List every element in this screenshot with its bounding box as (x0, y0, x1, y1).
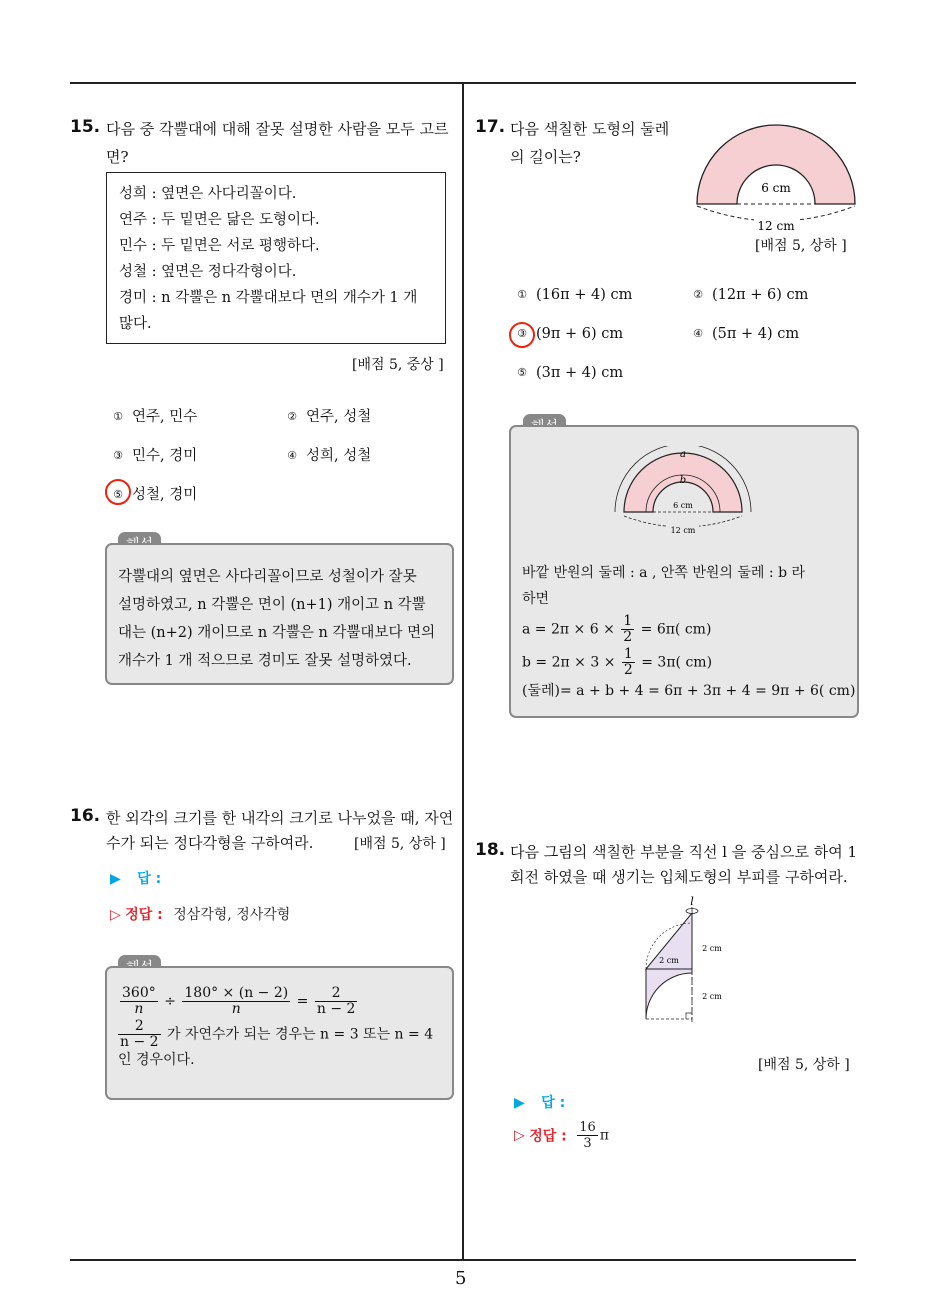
fraction: $\frac{180^\circ \times (n - 2)}{n}$ (184, 985, 289, 1017)
q17-solution-figure (612, 446, 754, 538)
label-a: a (680, 449, 686, 460)
q16-number: 16. (70, 806, 101, 826)
option-number: ② (287, 410, 297, 423)
top-length-label: 2 cm (659, 956, 679, 965)
fraction: $\frac{2}{n - 2}$ (120, 1018, 159, 1050)
option-text: (16π + 4) cm (536, 287, 633, 303)
q18-correct-fraction: $\frac{16}{3}$ (579, 1120, 596, 1151)
q16-text-line2: 수가 되는 정다각형을 구하여라. (106, 834, 314, 852)
q18-number: 18. (475, 840, 506, 860)
q18-correct-label: 정답 : (529, 1128, 567, 1145)
option-text: (9π + 6) cm (536, 326, 624, 342)
outline-arrow-icon: ▷ (514, 1127, 525, 1144)
option-number: ② (693, 288, 703, 301)
q15-text-line2: 면? (106, 148, 129, 166)
option-number: ① (517, 288, 527, 301)
label-b: b (679, 475, 687, 486)
q15-text-line1: 다음 중 각뿔대에 대해 잘못 설명한 사람을 모두 고르 (106, 120, 449, 138)
q16-correct-row (110, 904, 290, 924)
option-number: ④ (287, 449, 297, 462)
play-arrow-icon: ▶ (514, 1095, 525, 1111)
column-divider (462, 83, 464, 1260)
q16-solution-text (118, 986, 448, 1070)
q17-option-5[interactable] (514, 365, 623, 381)
q15-sol-line2: 설명하였고, n 각뿔은 면이 (n+1) 개이고 n 각뿔 (118, 597, 426, 613)
option-text: 성철, 경미 (132, 487, 198, 503)
outer-diameter-label: 12 cm (757, 219, 795, 233)
q16-text-line1: 한 외각의 크기를 한 내각의 크기로 나누었을 때, 자연 (106, 809, 454, 827)
inner-diameter-label: 6 cm (761, 181, 791, 195)
q17-selected-answer-mark (509, 322, 535, 348)
q16-sol-equation: $\frac{360^\circ}{n}$ ÷ $\frac{180^\circ \times (n - 2)}{n}$ = $\frac{2}{n - 2}$ (122, 985, 356, 1017)
q16-sol-line3: 인 경우이다. (118, 1052, 195, 1068)
q18-answer-label: 답 : (541, 1095, 566, 1111)
fraction: $\frac{360^\circ}{n}$ (122, 985, 156, 1017)
statement-minsu: 민수 : 두 밑면은 서로 평행하다. (119, 238, 320, 254)
option-text: (5π + 4) cm (712, 326, 800, 342)
q18-text-line1: 다음 그림의 색칠한 부분을 직선 l 을 중심으로 하여 1 (510, 843, 858, 861)
option-number: ⑤ (113, 488, 123, 501)
q15-option-2[interactable] (284, 405, 371, 426)
q17-option-2[interactable] (690, 287, 808, 303)
q15-statement-box (106, 172, 446, 344)
q17-sol-eq-a: a = 2π × 6 × $\frac{1}{2}$ = 6π( cm) (522, 613, 712, 645)
q16-correct-label: 정답 : (125, 907, 163, 923)
q16-correct-value: 정삼각형, 정사각형 (173, 907, 291, 923)
option-text: 성희, 성철 (306, 448, 372, 464)
q17-sol-eq-b: b = 2π × 3 × $\frac{1}{2}$ = 3π( cm) (522, 646, 713, 678)
q18-correct-row (514, 1120, 609, 1151)
q17-number: 17. (475, 117, 506, 137)
option-number: ⑤ (517, 366, 527, 379)
option-number: ③ (113, 449, 123, 462)
q15-option-4[interactable] (284, 444, 371, 465)
page-number: 5 (455, 1268, 467, 1289)
statement-seonghee: 성희 : 옆면은 사다리꼴이다. (119, 186, 297, 202)
q17-option-4[interactable] (690, 326, 799, 342)
q17-sol-eq-total: (둘레)= a + b + 4 = 6π + 3π + 4 = 9π + 6( cm) (522, 683, 856, 699)
bottom-rule (70, 1259, 856, 1261)
upper-height-label: 2 cm (702, 944, 722, 953)
q18-rotation-figure (630, 893, 740, 1029)
q15-number: 15. (70, 117, 101, 137)
q15-sol-line1: 각뿔대의 옆면은 사다리꼴이므로 성철이가 잘못 (118, 569, 417, 585)
statement-gyeongmi-cont: 많다. (119, 316, 152, 332)
lower-height-label: 2 cm (702, 992, 722, 1001)
q16-score: [배점 5, 상하 ] (354, 836, 446, 852)
q17-sol-line1: 바깥 반원의 둘레 : a , 안쪽 반원의 둘레 : b 라 (522, 565, 806, 581)
q17-option-1[interactable] (514, 287, 632, 303)
q18-answer-row (514, 1092, 565, 1112)
outline-arrow-icon: ▷ (110, 907, 121, 923)
q18-correct-unit: π (599, 1127, 609, 1144)
q15-sol-line4: 개수가 1 개 적으므로 경미도 잘못 설명하였다. (118, 653, 412, 669)
q17-sol-line2: 하면 (522, 591, 550, 607)
option-text: (12π + 6) cm (712, 287, 809, 303)
q17-score: [배점 5, 상하 ] (755, 238, 847, 254)
q15-sol-line3: 대는 (n+2) 개이므로 n 각뿔은 n 각뿔대보다 면의 (118, 625, 436, 641)
statement-gyeongmi: 경미 : n 각뿔은 n 각뿔대보다 면의 개수가 1 개 (119, 290, 418, 306)
option-number: ③ (517, 327, 527, 340)
q18-score: [배점 5, 상하 ] (758, 1057, 850, 1073)
option-text: 민수, 경미 (132, 448, 198, 464)
option-number: ④ (693, 327, 703, 340)
axis-label: l (690, 895, 694, 908)
q16-answer-row (110, 868, 161, 888)
outer-label: 12 cm (670, 526, 696, 535)
option-text: 연주, 성철 (306, 409, 372, 425)
option-text: (3π + 4) cm (536, 365, 624, 381)
option-text: 연주, 민수 (132, 409, 198, 425)
inner-label: 6 cm (673, 501, 693, 510)
q16-answer-label: 답 : (137, 871, 162, 887)
statement-yeonju: 연주 : 두 밑면은 닮은 도형이다. (119, 212, 320, 228)
q15-option-3[interactable] (110, 444, 197, 465)
q15-score: [배점 5, 중상 ] (352, 357, 444, 373)
q15-selected-answer-mark (105, 479, 131, 505)
q15-option-1[interactable] (110, 405, 197, 426)
fraction: $\frac{2}{n - 2}$ (316, 985, 356, 1017)
q17-text-line1: 다음 색칠한 도형의 둘레 (510, 120, 670, 138)
play-arrow-icon: ▶ (110, 871, 121, 887)
q16-sol-line2: $\frac{2}{n - 2}$ 가 자연수가 되는 경우는 n = 3 또는 n = 4 (120, 1018, 434, 1050)
statement-seongcheol: 성철 : 옆면은 정다각형이다. (119, 264, 297, 280)
q17-shaded-semicircle-figure (688, 118, 864, 236)
q17-text-line2: 의 길이는? (510, 148, 581, 166)
q17-solution-text (522, 560, 856, 704)
q15-solution-text (118, 563, 448, 675)
q18-text-line2: 회전 하였을 때 생기는 입체도형의 부피를 구하여라. (510, 868, 848, 886)
option-number: ① (113, 410, 123, 423)
